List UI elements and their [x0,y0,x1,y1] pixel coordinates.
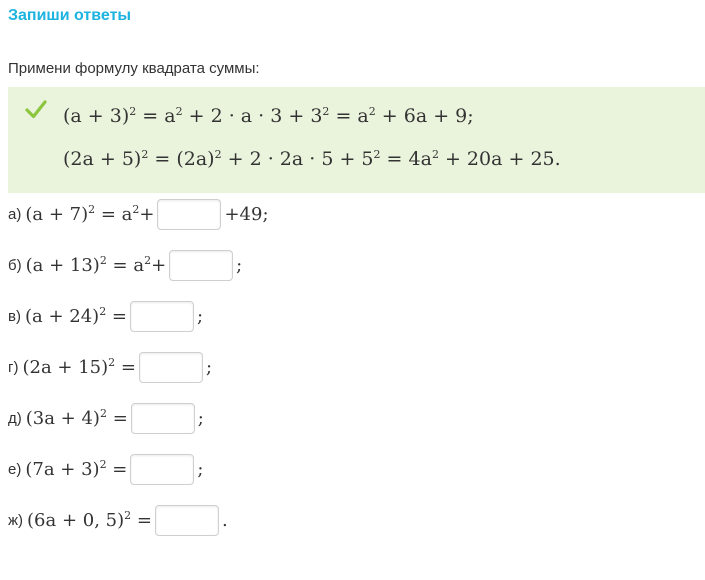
task-expression: $(7a + 3)^2$ = [25,457,128,480]
task-letter: а) [8,205,22,223]
task-letter: г) [8,358,19,376]
example-line-1: $(a + 3)^2 = a^2 + 2 \cdot a \cdot 3 + 3^2 = a^2 + 6a + 9$; [63,105,474,127]
page-title: Запиши ответы [8,7,132,24]
task-letter: е) [8,460,22,478]
task-e [8,452,203,486]
task-expression: $(3a + 4)^2$ = [25,406,128,429]
task-d [8,401,204,435]
task-expression: (6a + 0, 5)$^2$ = [27,508,152,531]
answer-input-b[interactable] [169,250,233,281]
check-icon [25,99,47,121]
task-suffix: ; [197,305,204,327]
task-letter: б) [8,256,22,274]
task-a [8,197,269,231]
task-expression: $(a + 24)^2$ = [24,304,127,327]
task-expression: $(a + 7)^2 = a^2+$ [25,202,155,225]
answer-input-d[interactable] [131,403,195,434]
task-zh [8,503,228,537]
task-g [8,350,212,384]
task-suffix: ; [236,254,243,276]
task-suffix: ; [197,407,204,429]
task-suffix: . [221,509,228,531]
answer-input-zh[interactable] [155,505,219,536]
task-letter: ж) [8,511,24,529]
example-box [8,87,705,193]
task-suffix: +49; [224,203,269,225]
answer-input-a[interactable] [157,199,221,230]
answer-input-e[interactable] [130,454,194,485]
task-letter: в) [8,307,21,325]
task-expression: $(a + 13)^2 = a^2+$ [25,253,167,276]
instruction-text: Примени формулу квадрата суммы: [8,60,260,77]
task-expression: $(2a + 15)^2$ = [22,355,136,378]
answer-input-g[interactable] [139,352,203,383]
task-suffix: ; [205,356,213,378]
example-line-2: $(2a + 5)^2 = (2a)^2 + 2 \cdot 2a \cdot 5 + 5^2 = 4a^2 + 20a + 25$. [63,148,561,170]
task-letter: д) [8,409,22,427]
task-b [8,248,242,282]
task-v [8,299,203,333]
answer-input-v[interactable] [130,301,194,332]
task-suffix: ; [197,458,204,480]
